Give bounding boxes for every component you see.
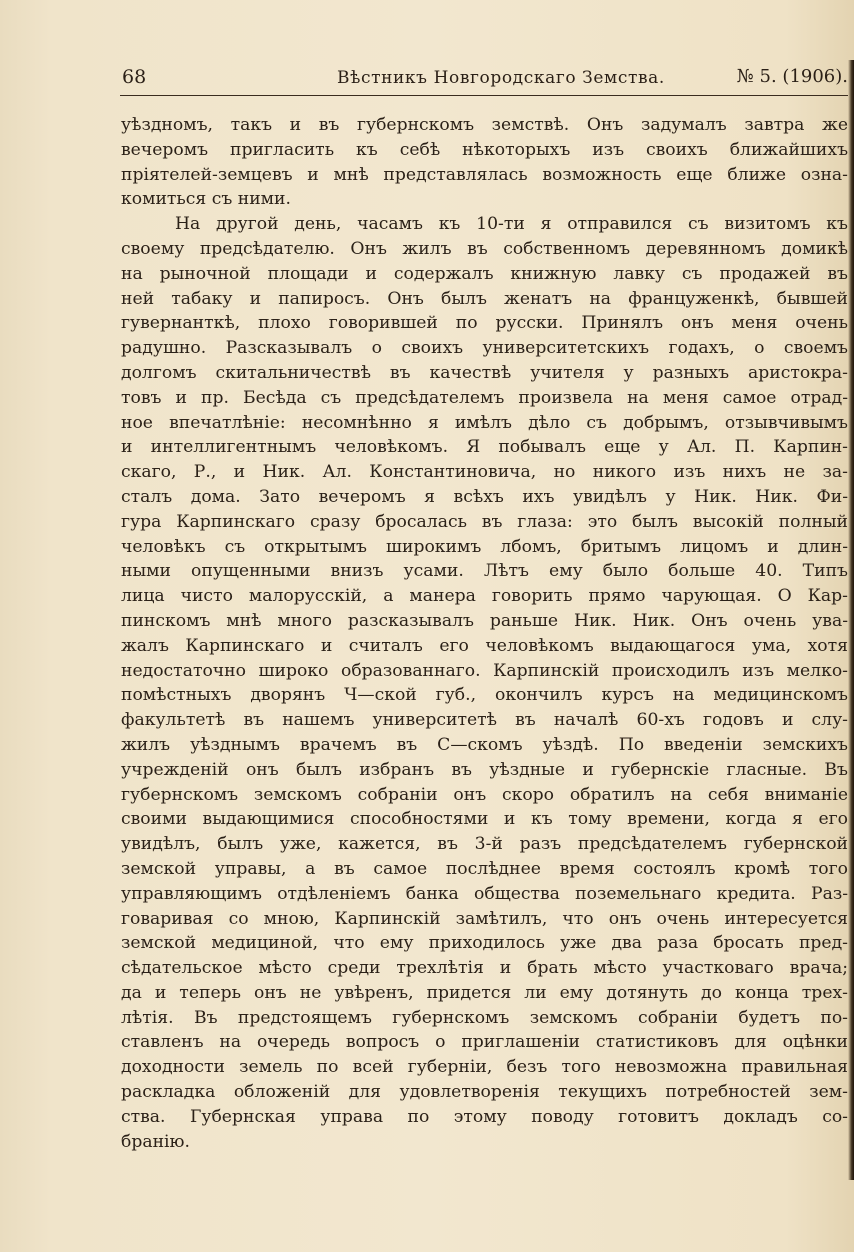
text-line: скаго, Р., и Ник. Ал. Константиновича, но никого изъ нихъ не за-	[121, 462, 848, 483]
text-line: пинскомъ мнѣ много разсказывалъ раньше Ник. Ник. Онъ очень ува-	[121, 610, 848, 631]
text-line: уѣздномъ, такъ и въ губернскомъ земствѣ. Онъ задумалъ завтра же	[121, 115, 848, 135]
text-line: ставленъ на очередь вопросъ о приглашеніи статистиковъ для оцѣнки	[121, 1032, 848, 1053]
issue-number: № 5. (1906).	[736, 66, 848, 87]
text-line: на рыночной площади и содержалъ книжную лавку съ продажей въ	[121, 263, 848, 284]
text-line: товъ и пр. Бесѣда съ предсѣдателемъ произвела на меня самое отрад-	[121, 387, 848, 408]
text-line: жалъ Карпинскаго и считалъ его человѣкомъ выдающагося ума, хотя	[121, 635, 848, 656]
text-line: и интеллигентнымъ человѣкомъ. Я побывалъ еще у Ал. П. Карпин-	[121, 437, 848, 458]
text-line: факультетѣ въ нашемъ университетѣ въ началѣ 60-хъ годовъ и слу-	[121, 710, 848, 731]
text-line: пріятелей-земцевъ и мнѣ представлялась возможность еще ближе озна-	[121, 164, 848, 185]
text-line: своему предсѣдателю. Онъ жилъ въ собственномъ деревянномъ домикѣ	[121, 238, 848, 259]
page-edge-shadow	[848, 60, 854, 1180]
text-line: земской управы, а въ самое послѣднее время состоялъ кромѣ того	[121, 858, 848, 879]
text-line: вечеромъ пригласить къ себѣ нѣкоторыхъ изъ своихъ ближайшихъ	[121, 139, 848, 160]
text-line: учрежденій онъ былъ избранъ въ уѣздные и губернскіе гласные. Въ	[121, 759, 848, 780]
text-line: увидѣлъ, былъ уже, кажется, въ 3-й разъ предсѣдателемъ губернской	[121, 834, 848, 855]
text-line: жилъ уѣзднымъ врачемъ въ С—скомъ уѣздѣ. По введеніи земскихъ	[121, 734, 848, 755]
running-header	[122, 66, 848, 96]
text-line: земской медициной, что ему приходилось уже два раза бросать пред-	[121, 933, 848, 954]
text-line: комиться съ ними.	[121, 189, 291, 210]
text-line: лица чисто малорусскій, а манера говорить прямо чарующая. О Кар-	[121, 586, 848, 607]
text-line: да и теперь онъ не увѣренъ, придется ли ему дотянуть до конца трех-	[121, 982, 848, 1003]
text-line: ное впечатлѣніе: несомнѣнно я имѣлъ дѣло съ добрымъ, отзывчивымъ	[121, 412, 848, 433]
text-line: ней табаку и папиросъ. Онъ былъ женатъ на француженкѣ, бывшей	[121, 288, 848, 309]
text-line: долгомъ скитальничествѣ въ качествѣ учителя у разныхъ аристокра-	[121, 362, 848, 383]
text-line: сталъ дома. Зато вечеромъ я всѣхъ ихъ увидѣлъ у Ник. Ник. Фи-	[121, 486, 848, 507]
text-line: недостаточно широко образованнаго. Карпинскій происходилъ изъ мелко-	[121, 660, 848, 681]
text-line: доходности земель по всей губерніи, безъ того невозможна правильная	[121, 1057, 848, 1078]
text-line: гувернанткѣ, плохо говорившей по русски. Принялъ онъ меня очень	[121, 313, 848, 334]
text-line: управляющимъ отдѣленіемъ банка общества поземельнаго кредита. Раз-	[121, 883, 848, 904]
text-line: сѣдательское мѣсто среди трехлѣтія и брать мѣсто участковаго врача;	[121, 958, 848, 979]
text-line: помѣстныхъ дворянъ Ч—ской губ., окончилъ курсъ на медицинскомъ	[121, 685, 848, 706]
journal-title: Вѣстникъ Новгородскаго Земства.	[337, 68, 665, 88]
text-line: ными опущенными внизъ усами. Лѣтъ ему было больше 40. Типъ	[121, 561, 848, 582]
text-line: ства. Губернская управа по этому поводу готовитъ докладъ со-	[121, 1106, 848, 1127]
text-line: своими выдающимися способностями и къ тому времени, когда я его	[121, 809, 848, 830]
text-line: губернскомъ земскомъ собраніи онъ скоро обратилъ на себя вниманіе	[121, 784, 848, 805]
article-body	[121, 113, 848, 1154]
text-line: На другой день, часамъ къ 10-ти я отправился съ визитомъ къ	[175, 214, 848, 235]
text-line: лѣтія. Въ предстоящемъ губернскомъ земскомъ собраніи будетъ по-	[121, 1007, 848, 1028]
header-rule	[120, 95, 848, 96]
text-line: раскладка обложеній для удовлетворенія текущихъ потребностей зем-	[121, 1082, 848, 1103]
text-line: радушно. Разсказывалъ о своихъ университетскихъ годахъ, о своемъ	[121, 338, 848, 359]
text-line: говаривая со мною, Карпинскій замѣтилъ, что онъ очень интересуется	[121, 908, 848, 929]
page-number: 68	[122, 66, 147, 88]
text-line: человѣкъ съ открытымъ широкимъ лбомъ, бритымъ лицомъ и длин-	[121, 536, 848, 557]
text-line: гура Карпинскаго сразу бросалась въ глаза: это былъ высокій полный	[121, 511, 848, 532]
text-line: бранію.	[121, 1131, 190, 1152]
